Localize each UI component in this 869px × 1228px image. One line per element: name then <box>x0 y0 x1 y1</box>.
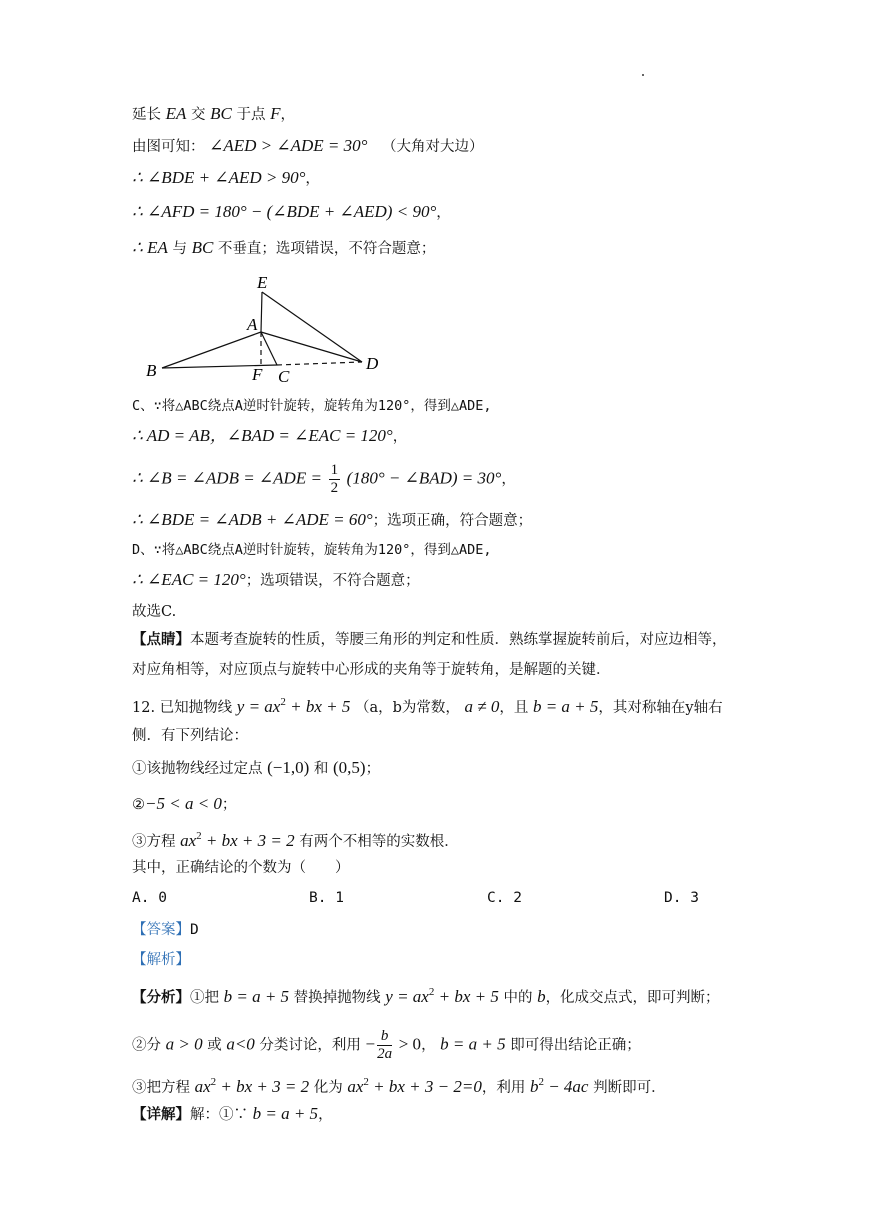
text: 交 <box>191 107 206 123</box>
math: b = a + 5 <box>252 1104 319 1123</box>
text-line-c1 <box>132 426 407 447</box>
fraction-b-2a <box>377 1028 392 1063</box>
text: ， <box>421 1037 436 1054</box>
text: 化为 <box>313 1080 343 1096</box>
segment-AD <box>261 332 362 362</box>
math: −5 < a < 0 <box>145 794 222 813</box>
text: ；选项正确，符合题意； <box>372 513 533 529</box>
text: 判断即可． <box>593 1080 666 1096</box>
text: ， <box>305 171 320 187</box>
option-d-statement <box>132 540 492 560</box>
option-a: A. 0 <box>132 890 167 906</box>
text: 其中，正确结论的个数为（ ） <box>132 860 350 876</box>
geometry-figure <box>140 270 400 390</box>
text: 对应角相等，对应顶点与旋转中心形成的夹角等于旋转角，是解题的关键． <box>132 662 611 678</box>
math: b = a + 5 <box>440 1034 506 1054</box>
math: (180° − ∠BAD) = 30° <box>346 468 502 488</box>
text: 与 <box>172 241 187 257</box>
text: ② <box>132 797 145 813</box>
math: BC <box>191 238 214 257</box>
math: BC <box>210 104 232 123</box>
statement-2 <box>132 794 236 815</box>
fraction-half <box>329 462 341 497</box>
question-prompt <box>132 858 350 878</box>
text: ， <box>501 471 516 488</box>
text: 侧．有下列结论： <box>132 728 248 744</box>
pointer-line-2 <box>132 660 611 680</box>
text-line-not-perp <box>132 238 435 259</box>
fraction-denominator: 2 <box>330 480 339 496</box>
option-c-statement <box>132 396 492 416</box>
fraction-numerator: b <box>377 1028 392 1046</box>
text: ③方程 <box>132 834 176 850</box>
text-line-choose <box>132 602 176 622</box>
text: ；选项错误，不符合题意； <box>245 573 420 589</box>
analysis-label: 【解析】 <box>132 952 190 968</box>
math-equation-3: $ax^2$ + bx + 3 − 2=0 <box>347 1076 482 1096</box>
text-line-c2 <box>132 462 516 497</box>
detail-label: 【详解】 <box>132 1106 190 1123</box>
math-minus: − <box>365 1034 376 1054</box>
text: C、∵将△ABC绕点A逆时针旋转，旋转角为120°，得到△ADE, <box>132 398 492 414</box>
math: EA <box>165 104 187 123</box>
math: ∴ ∠BDE + ∠AED > 90° <box>132 168 306 187</box>
question-number: 12. 已知抛物线 <box>132 700 233 716</box>
text: （a，b为常数， <box>354 700 460 716</box>
segment-EA <box>261 292 262 332</box>
analysis-sub-label: 【分析】 <box>132 989 190 1006</box>
math: ∴ AD = AB，∠BAD = ∠EAC = 120° <box>132 426 393 445</box>
option-b: B. 1 <box>309 890 344 906</box>
analysis-line-1 <box>132 982 720 1008</box>
statement-3 <box>132 826 459 852</box>
text: ； <box>221 797 237 813</box>
math: a ≠ 0 <box>464 697 500 716</box>
text: 有两个不相等的实数根． <box>299 834 459 850</box>
text: ③把方程 <box>132 1080 190 1096</box>
text: ②分 <box>132 1037 161 1054</box>
math: b = a + 5 <box>532 697 599 716</box>
text: 或 <box>207 1037 222 1054</box>
text: ，其对称轴在y轴右 <box>598 700 723 716</box>
math: ∴ ∠BDE = ∠ADB + ∠ADE = 60° <box>132 510 373 529</box>
pointer-line-1 <box>132 630 727 650</box>
text: 不垂直；选项错误，不符合题意； <box>217 241 436 257</box>
question-12-line-1 <box>132 692 723 718</box>
answer-label: 【答案】 <box>132 922 190 938</box>
label-A: A <box>247 315 258 334</box>
text-line-figure <box>132 136 484 157</box>
text: 中的 <box>503 990 533 1006</box>
math: (0,5) <box>333 758 366 777</box>
math: ∴ ∠EAC = 120° <box>132 570 246 589</box>
label-D: D <box>366 354 379 373</box>
math-parabola-2: $y = ax^2$ + bx + 5 <box>385 986 499 1006</box>
segment-BA <box>162 332 261 368</box>
text-line-c3 <box>132 510 532 531</box>
text: ， <box>392 429 408 445</box>
text: 故选C. <box>132 604 177 620</box>
math-discriminant: $b^2 - 4ac$ <box>529 1076 589 1096</box>
statement-1 <box>132 758 380 779</box>
math: ∴ ∠AFD = 180° − (∠BDE + ∠AED) < 90° <box>132 202 437 221</box>
text: 于点 <box>236 107 266 123</box>
text: 分类讨论，利用 <box>259 1037 361 1054</box>
label-F: F <box>252 365 263 384</box>
text: ，利用 <box>481 1080 526 1096</box>
math-equation-2: $ax^2$ + bx + 3 = 2 <box>194 1076 310 1096</box>
text: ， <box>280 107 295 123</box>
pointer-label: 【点睛】 <box>132 631 190 648</box>
option-d: D. 3 <box>664 890 699 906</box>
text: ， <box>436 205 451 221</box>
text-line-sum <box>132 168 320 189</box>
math-b-eq: b = a + 5 <box>223 987 290 1006</box>
math: a<0 <box>226 1034 255 1054</box>
detail-line <box>132 1104 333 1125</box>
text: D、∵将△ABC绕点A逆时针旋转，旋转角为120°，得到△ADE, <box>132 542 492 558</box>
text: ，化成交点式，即可判断； <box>545 990 720 1006</box>
text: 和 <box>313 761 329 777</box>
math: F <box>270 104 281 123</box>
math: ∴ EA <box>132 238 168 257</box>
text: ，且 <box>499 700 529 716</box>
math: ∠AED > ∠ADE = 30° <box>209 136 368 155</box>
text: （大角对大边） <box>382 139 484 155</box>
analysis-line-3 <box>132 1072 666 1098</box>
analysis-line-2 <box>132 1028 641 1063</box>
answer-line <box>132 920 199 940</box>
text: ①把 <box>190 990 219 1006</box>
math: (−1,0) <box>267 758 310 777</box>
fraction-denominator: 2a <box>377 1046 393 1062</box>
text: ， <box>318 1107 333 1123</box>
segment-CD-dashed <box>277 362 362 365</box>
text: ①该抛物线经过定点 <box>132 761 263 777</box>
text: 延长 <box>132 107 161 123</box>
text: 即可得出结论正确； <box>510 1037 641 1054</box>
math: ∴ ∠B = ∠ADB = ∠ADE = <box>132 468 322 488</box>
text: ； <box>365 761 381 777</box>
math-equation: $ax^2$ + bx + 3 = 2 <box>180 830 295 850</box>
text: 替换掉抛物线 <box>293 990 381 1006</box>
page-dot <box>642 74 644 76</box>
option-c: C. 2 <box>487 890 522 906</box>
text-line-d1 <box>132 570 420 591</box>
answer-value: D <box>190 922 199 938</box>
label-E: E <box>257 273 268 292</box>
segment-ED <box>262 292 362 362</box>
text: 解：①∵ <box>190 1107 248 1123</box>
text: 由图可知： <box>132 139 205 155</box>
text-line-afd <box>132 202 451 223</box>
question-12-line-2 <box>132 726 248 746</box>
label-C: C <box>278 367 290 386</box>
label-B: B <box>146 361 157 380</box>
fraction-numerator: 1 <box>330 462 339 478</box>
math-parabola: $y = ax^2$ + bx + 5 <box>236 696 351 716</box>
text-line-extend <box>132 104 295 125</box>
math: a > 0 <box>165 1034 203 1054</box>
text: 本题考查旋转的性质，等腰三角形的判定和性质．熟练掌握旋转前后，对应边相等， <box>190 632 727 648</box>
math: > 0 <box>398 1034 422 1054</box>
segment-AC <box>261 332 277 365</box>
analysis-heading <box>132 950 190 970</box>
math: b <box>537 987 546 1006</box>
